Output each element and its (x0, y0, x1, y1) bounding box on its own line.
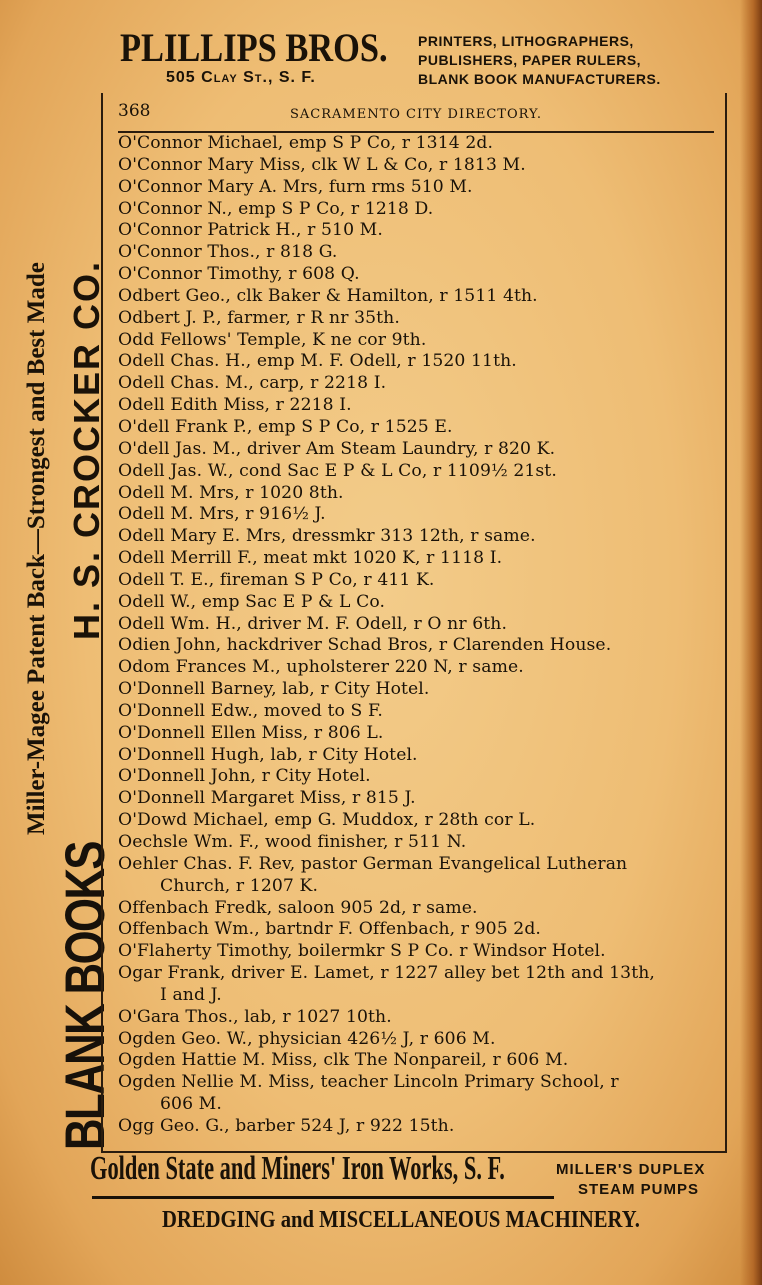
header-service-line: PRINTERS, LITHOGRAPHERS, (418, 33, 634, 49)
directory-entry (118, 242, 718, 264)
directory-entry (118, 483, 718, 505)
footer-rule (92, 1196, 554, 1199)
entry-text: O'Flaherty Timothy, boilermkr S P Co. r Windsor Hotel. (118, 941, 606, 962)
header-brand: PLILLIPS BROS. (120, 25, 388, 70)
directory-entry (118, 941, 718, 963)
directory-entry (118, 963, 718, 1007)
entry-text: Odom Frances M., upholsterer 220 N, r same. (118, 657, 524, 678)
directory-entry (118, 417, 718, 439)
side-advertisement (0, 0, 116, 1285)
entry-text: O'Gara Thos., lab, r 1027 10th. (118, 1006, 392, 1027)
entry-text: O'Connor Mary A. Mrs, furn rms 510 M. (118, 176, 473, 197)
directory-entry (118, 155, 718, 177)
header-services (418, 32, 661, 89)
entry-text: Odell Jas. W., cond Sac E P & L Co, r 1109½ 21st. (118, 460, 557, 481)
directory-entry (118, 351, 718, 373)
directory-entry (118, 548, 718, 570)
directory-entry (118, 330, 718, 352)
directory-entry (118, 657, 718, 679)
entry-text: O'Connor Thos., r 818 G. (118, 242, 338, 263)
entry-text: Odbert J. P., farmer, r R nr 35th. (118, 307, 400, 328)
directory-entry (118, 592, 718, 614)
entry-text: O'dell Jas. M., driver Am Steam Laundry, r 820 K. (118, 438, 556, 459)
directory-entry (118, 701, 718, 723)
entry-text: Odell Merrill F., meat mkt 1020 K, r 1118 I. (118, 548, 503, 569)
directory-entry (118, 810, 718, 832)
directory-entry (118, 745, 718, 767)
entry-text: Odell Chas. M., carp, r 2218 I. (118, 373, 387, 394)
directory-entry (118, 570, 718, 592)
directory-entry (118, 766, 718, 788)
page-title: SACRAMENTO CITY DIRECTORY. (290, 107, 543, 122)
entry-text: Odell W., emp Sac E P & L Co. (118, 591, 386, 612)
entry-text: O'Connor Patrick H., r 510 M. (118, 220, 383, 241)
page-number: 368 (118, 101, 151, 121)
entry-text: O'Connor Michael, emp S P Co, r 1314 2d. (118, 133, 494, 153)
directory-entry (118, 919, 718, 941)
directory-entry (118, 1029, 718, 1051)
header-address: 505 Clay St., S. F. (166, 69, 316, 86)
directory-entry (118, 832, 718, 854)
entry-text: O'Donnell Ellen Miss, r 806 L. (118, 722, 384, 743)
page-edge-shadow (740, 0, 762, 1285)
directory-entry (118, 220, 718, 242)
entry-text: O'dell Frank P., emp S P Co, r 1525 E. (118, 416, 453, 437)
entry-text: Odd Fellows' Temple, K ne cor 9th. (118, 329, 427, 350)
directory-entry (118, 264, 718, 286)
footer-pumps (556, 1160, 705, 1200)
footer-pumps-line: MILLER'S DUPLEX (556, 1161, 706, 1178)
directory-entries (118, 133, 718, 1138)
directory-entry (118, 788, 718, 810)
directory-entry (118, 395, 718, 417)
entry-text: Odell Edith Miss, r 2218 I. (118, 395, 352, 416)
entry-text: Odell M. Mrs, r 916½ J. (118, 504, 326, 525)
directory-entry (118, 898, 718, 920)
entry-text: Oehler Chas. F. Rev, pastor German Evangelical Lutheran (118, 853, 628, 874)
entry-text: O'Donnell Margaret Miss, r 815 J. (118, 788, 416, 809)
directory-entry (118, 1007, 718, 1029)
directory-entry (118, 723, 718, 745)
directory-entry (118, 1072, 718, 1116)
side-ad-tagline: Miller-Magee Patent Back—Strongest and Best Made (23, 262, 50, 835)
directory-entry (118, 461, 718, 483)
directory-entry (118, 308, 718, 330)
entry-text: O'Connor N., emp S P Co, r 1218 D. (118, 198, 434, 219)
entry-text: Ogg Geo. G., barber 524 J, r 922 15th. (118, 1115, 455, 1136)
entry-text: O'Connor Timothy, r 608 Q. (118, 264, 360, 285)
entry-text: Odien John, hackdriver Schad Bros, r Clarenden House. (118, 635, 612, 656)
directory-entry (118, 373, 718, 395)
entry-text: Odell Chas. H., emp M. F. Odell, r 1520 11th. (118, 351, 517, 372)
directory-entry (118, 1116, 718, 1138)
header-service-line: BLANK BOOK MANUFACTURERS. (418, 71, 661, 87)
directory-entry (118, 286, 718, 308)
directory-entry (118, 199, 718, 221)
entry-text: O'Donnell Barney, lab, r City Hotel. (118, 679, 430, 700)
directory-entry (118, 177, 718, 199)
directory-entry (118, 614, 718, 636)
directory-entry (118, 1050, 718, 1072)
directory-entry (118, 679, 718, 701)
footer-pumps-line: STEAM PUMPS (578, 1181, 700, 1198)
entry-text: Oechsle Wm. F., wood finisher, r 511 N. (118, 832, 467, 852)
entry-text: Odell M. Mrs, r 1020 8th. (118, 482, 344, 503)
entry-text: Offenbach Wm., bartndr F. Offenbach, r 905 2d. (118, 919, 541, 940)
entry-text: Ogden Hattie M. Miss, clk The Nonpareil, r 606 M. (118, 1050, 569, 1071)
directory-entry (118, 133, 718, 155)
entry-text: O'Donnell John, r City Hotel. (118, 766, 371, 787)
footer-machinery: DREDGING and MISCELLANEOUS MACHINERY. (162, 1207, 640, 1233)
entry-text: Ogden Geo. W., physician 426½ J, r 606 M. (118, 1028, 496, 1049)
entry-text: Offenbach Fredk, saloon 905 2d, r same. (118, 897, 478, 918)
entry-text: O'Donnell Hugh, lab, r City Hotel. (118, 744, 418, 765)
entry-continuation: 606 M. (160, 1094, 222, 1115)
directory-entry (118, 635, 718, 657)
directory-entry (118, 504, 718, 526)
entry-text: O'Donnell Edw., moved to S F. (118, 700, 383, 721)
entry-text: O'Connor Mary Miss, clk W L & Co, r 1813 M. (118, 154, 526, 175)
header-service-line: PUBLISHERS, PAPER RULERS, (418, 52, 642, 68)
footer-iron-works: Golden State and Miners' Iron Works, S. F. (90, 1150, 505, 1187)
directory-entry (118, 854, 718, 898)
side-ad-company: H. S. CROCKER CO. (66, 259, 107, 640)
entry-text: Odell Mary E. Mrs, dressmkr 313 12th, r same. (118, 526, 536, 547)
entry-continuation: I and J. (160, 984, 222, 1005)
entry-text: Ogar Frank, driver E. Lamet, r 1227 alley bet 12th and 13th, (118, 963, 655, 984)
directory-entry (118, 526, 718, 548)
entry-text: Odell Wm. H., driver M. F. Odell, r O nr 6th. (118, 613, 508, 634)
entry-continuation: Church, r 1207 K. (160, 875, 319, 896)
side-ad-blank-books: BLANK BOOKS (53, 841, 116, 1150)
entry-text: O'Dowd Michael, emp G. Muddox, r 28th cor L. (118, 810, 536, 831)
entry-text: Ogden Nellie M. Miss, teacher Lincoln Primary School, r (118, 1072, 619, 1093)
entry-text: Odell T. E., fireman S P Co, r 411 K. (118, 569, 435, 590)
entry-text: Odbert Geo., clk Baker & Hamilton, r 1511 4th. (118, 285, 538, 306)
directory-entry (118, 439, 718, 461)
